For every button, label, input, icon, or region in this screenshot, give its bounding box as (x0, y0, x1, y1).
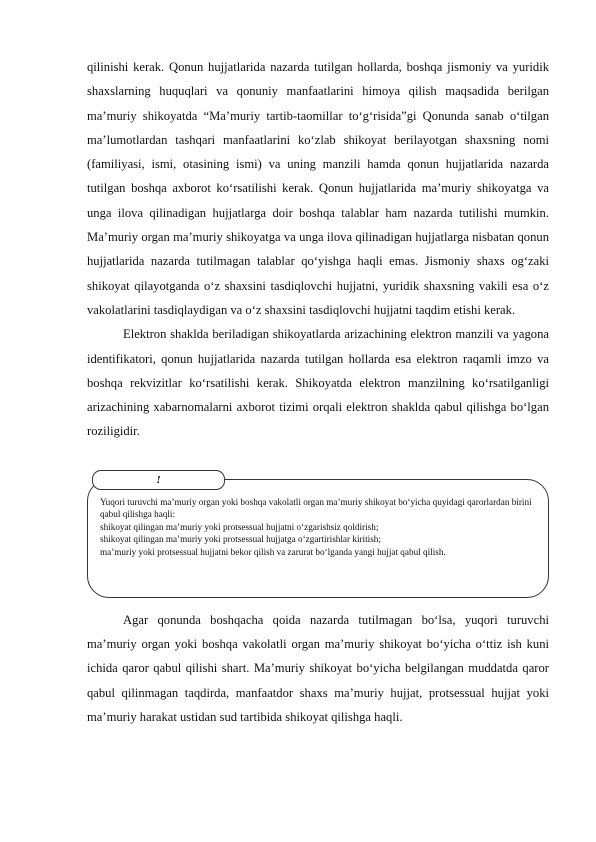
paragraph-3: Agar qonunda boshqacha qoida nazarda tutilmagan bo‘lsa, yuqori turuvchi ma’muriy organ yoki boshqa vakolatli organ ma’muriy shikoyat bo‘yicha o‘ttiz ish kuni ichida qaror qabul qilishi shart. Ma’muriy shikoyat bo‘yicha belgilangan muddatda qaror qabul qilinmagan taqdirda, manfaatdor shaxs ma’muriy hujjat, protsessual hujjat yoki ma’muriy harakat ustidan sud tartibida shikoyat qilishga haqli. (87, 612, 549, 724)
paragraph-2: Elektron shaklda beriladigan shikoyatlarda arizachining elektron manzili va yagona identifikatori, qonun hujjatlarida nazarda tutilgan hollarda esa elektron raqamli imzo va boshqa rekvizitlar ko‘rsatilishi kerak. Shikoyatda elektron manzilning ko‘rsatilganligi arizachining xabarnomalarni axborot tizimi orqali elektron shaklda qabul qilishga bo‘lgan roziligidir. (87, 327, 549, 439)
note-callout (87, 470, 549, 598)
note-line-option-2: shikoyat qilingan ma’muriy yoki protsessual hujjatga o‘zgartirishlar kiritish; (100, 534, 381, 545)
note-tab-label: ! (92, 470, 225, 490)
paragraph-1: qilinishi kerak. Qonun hujjatlarida nazarda tutilgan hollarda, boshqa jismoniy va yuridik shaxslarning huquqlari va qonuniy manfaatlarini himoya qilish maqsadida berilgan ma’muriy shikoyatda “Ma’muriy tartib-taomillar to‘g‘risida”gi Qonunda sanab o‘tilgan ma’lumotlardan tashqari manfaatlarini ko‘zlab shikoyat berilayotgan shaxsning nomi (familiyasi, ismi, otasining ismi) va uning manzili hamda qonun hujjatlarida nazarda tutilgan boshqa axborot ko‘rsatilishi kerak. Qonun hujjatlarida ma’muriy shikoyatga va unga ilova qilinadigan hujjatlarga doir boshqa talablar ham nazarda tutilishi mumkin. Ma’muriy organ ma’muriy shikoyatga va unga ilova qilinadigan hujjatlarga nisbatan qonun hujjatlarida nazarda tutilmagan talablar qo‘yishga haqli emas. Jismoniy shaxs og‘zaki shikoyat qilayotganda o‘z shaxsini tasdiqlovchi hujjatni, yuridik shaxsning vakili esa o‘z vakolatlarini tasdiqlaydigan va o‘z shaxsini tasdiqlovchi hujjatni taqdim etishi kerak. (87, 60, 549, 317)
note-line-option-3: ma’muriy yoki protsessual hujjatni bekor qilish va zarurat bo‘lganda yangi hujjat qabul qilish. (100, 546, 446, 557)
note-box (87, 479, 549, 598)
document-page (87, 55, 549, 729)
note-line-option-1: shikoyat qilingan ma’muriy yoki protsessual hujjatni o‘zgarishsiz qoldirish; (100, 521, 379, 532)
note-line-intro: Yuqori turuvchi ma’muriy organ yoki boshqa vakolatli organ ma’muriy shikoyat bo‘yicha quyidagi qarorlardan birini qabul qilishga haqli: (100, 496, 532, 520)
